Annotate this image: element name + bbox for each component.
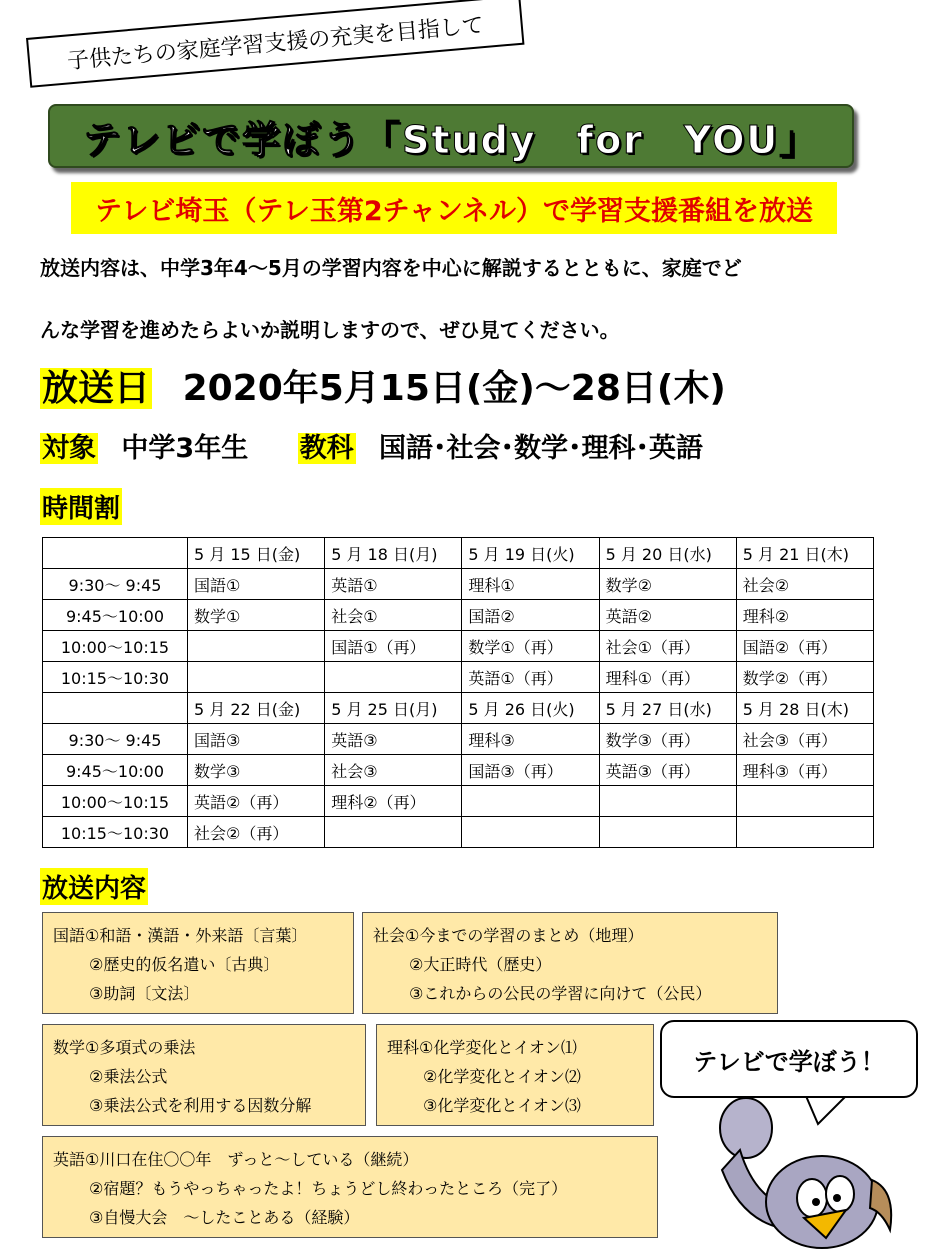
table-cell: 社会②（再） [188, 817, 325, 848]
bubble-text: テレビで学ぼう！ [693, 1047, 885, 1076]
table-cell [462, 817, 599, 848]
table-cell: 数学①（再） [462, 631, 599, 662]
subtitle: テレビ埼玉（テレ玉第2チャンネル）で学習支援番組を放送 [94, 195, 814, 227]
day-cell: 5 月 19 日(火) [462, 538, 599, 569]
target-line [40, 426, 703, 465]
table-cell: 理科①（再） [599, 662, 736, 693]
subject-label: 教科 [299, 433, 354, 464]
penguin-mascot-icon [700, 1080, 900, 1250]
subject-list: 国語･社会･数学･理科･英語 [379, 433, 704, 464]
table-cell: 数学②（再） [736, 662, 873, 693]
content-line: 理科①化学変化とイオン⑴ [387, 1038, 577, 1057]
timetable-heading: 時間割 [40, 488, 122, 525]
table-cell: 国語③（再） [462, 755, 599, 786]
day-cell: 5 月 26 日(火) [462, 693, 599, 724]
time-cell: 10:00～10:15 [43, 631, 188, 662]
content-box-kokugo [42, 912, 354, 1014]
table-cell [462, 786, 599, 817]
contents-heading: 放送内容 [40, 868, 148, 905]
day-cell: 5 月 27 日(水) [599, 693, 736, 724]
content-line: ②宿題？もうやっちゃったよ！ちょうどし終わったところ（完了） [89, 1179, 568, 1198]
table-cell [188, 662, 325, 693]
table-corner-cell [43, 693, 188, 724]
table-cell: 社会①（再） [599, 631, 736, 662]
table-cell: 社会③（再） [736, 724, 873, 755]
table-cell: 社会① [325, 600, 462, 631]
table-cell [736, 786, 873, 817]
content-line: ③化学変化とイオン⑶ [423, 1096, 581, 1115]
broadcast-date [40, 360, 726, 411]
time-cell: 10:00～10:15 [43, 786, 188, 817]
table-cell: 国語①（再） [325, 631, 462, 662]
table-row [43, 724, 874, 755]
day-cell: 5 月 28 日(木) [736, 693, 873, 724]
speech-bubble [660, 1020, 918, 1098]
time-cell: 9:30～ 9:45 [43, 569, 188, 600]
content-line: 国語①和語・漢語・外来語〔言葉〕 [53, 926, 308, 945]
content-line: ③これからの公民の学習に向けて（公民） [409, 984, 712, 1003]
content-line: 社会①今までの学習のまとめ（地理） [373, 926, 644, 945]
content-line: ③自慢大会 ～したことある（経験） [89, 1208, 360, 1227]
intro-line-1: 放送内容は、中学3年4～5月の学習内容を中心に解説するとともに、家庭でど [40, 256, 742, 280]
table-cell: 数学② [599, 569, 736, 600]
day-cell: 5 月 15 日(金) [188, 538, 325, 569]
table-cell: 理科③（再） [736, 755, 873, 786]
table-cell [599, 786, 736, 817]
table-cell: 英語②（再） [188, 786, 325, 817]
day-cell: 5 月 18 日(月) [325, 538, 462, 569]
table-cell: 理科③ [462, 724, 599, 755]
table-cell: 国語③ [188, 724, 325, 755]
time-cell: 9:30～ 9:45 [43, 724, 188, 755]
time-cell: 9:45～10:00 [43, 755, 188, 786]
tagline-box [26, 0, 524, 88]
table-row [43, 817, 874, 848]
timetable [42, 537, 874, 848]
time-cell: 9:45～10:00 [43, 600, 188, 631]
content-box-sugaku [42, 1024, 366, 1126]
day-cell: 5 月 20 日(水) [599, 538, 736, 569]
table-corner-cell [43, 538, 188, 569]
table-cell: 数学③（再） [599, 724, 736, 755]
table-cell: 数学① [188, 600, 325, 631]
table-cell: 数学③ [188, 755, 325, 786]
table-cell: 理科② [736, 600, 873, 631]
table-cell [599, 817, 736, 848]
intro-line-2: んな学習を進めたらよいか説明しますので、ぜひ見てください。 [40, 318, 620, 342]
day-cell: 5 月 25 日(月) [325, 693, 462, 724]
table-cell: 国語① [188, 569, 325, 600]
table-cell: 英語③ [325, 724, 462, 755]
table-cell [736, 817, 873, 848]
content-line: ②歴史的仮名遣い〔古典〕 [89, 955, 280, 974]
time-cell: 10:15～10:30 [43, 817, 188, 848]
table-cell: 英語① [325, 569, 462, 600]
target-value: 中学3年生 [121, 433, 249, 464]
table-cell: 英語①（再） [462, 662, 599, 693]
table-header-row [43, 538, 874, 569]
table-cell: 国語② [462, 600, 599, 631]
table-header-row [43, 693, 874, 724]
table-cell: 社会③ [325, 755, 462, 786]
table-cell: 国語②（再） [736, 631, 873, 662]
content-line: ②乗法公式 [89, 1067, 168, 1086]
content-line: ②化学変化とイオン⑵ [423, 1067, 581, 1086]
tagline: 子供たちの家庭学習支援の充実を目指して [66, 12, 485, 74]
content-box-eigo [42, 1136, 658, 1238]
day-cell: 5 月 22 日(金) [188, 693, 325, 724]
table-cell: 英語② [599, 600, 736, 631]
table-cell [325, 662, 462, 693]
content-line: ③助詞〔文法〕 [89, 984, 200, 1003]
table-row [43, 600, 874, 631]
table-cell: 英語③（再） [599, 755, 736, 786]
content-box-rika [376, 1024, 654, 1126]
time-cell: 10:15～10:30 [43, 662, 188, 693]
page-title: テレビで学ぼう「Study for YOU」 [82, 117, 820, 162]
target-label: 対象 [42, 433, 96, 464]
table-cell: 理科②（再） [325, 786, 462, 817]
table-row [43, 786, 874, 817]
content-line: ②大正時代（歴史） [409, 955, 552, 974]
subtitle-bar [71, 182, 837, 234]
content-line: ③乗法公式を利用する因数分解 [89, 1096, 312, 1115]
broadcast-dates: 2020年5月15日(金)～28日(木) [182, 368, 726, 409]
content-box-shakai [362, 912, 778, 1014]
table-row [43, 662, 874, 693]
table-row [43, 569, 874, 600]
table-cell [188, 631, 325, 662]
table-cell: 社会② [736, 569, 873, 600]
title-banner [48, 104, 854, 168]
day-cell: 5 月 21 日(木) [736, 538, 873, 569]
table-cell: 理科① [462, 569, 599, 600]
table-row [43, 755, 874, 786]
broadcast-label: 放送日 [42, 368, 151, 409]
table-row [43, 631, 874, 662]
table-cell [325, 817, 462, 848]
content-line: 数学①多項式の乗法 [53, 1038, 196, 1057]
content-line: 英語①川口在住〇〇年 ずっと～している（継続） [53, 1150, 419, 1169]
